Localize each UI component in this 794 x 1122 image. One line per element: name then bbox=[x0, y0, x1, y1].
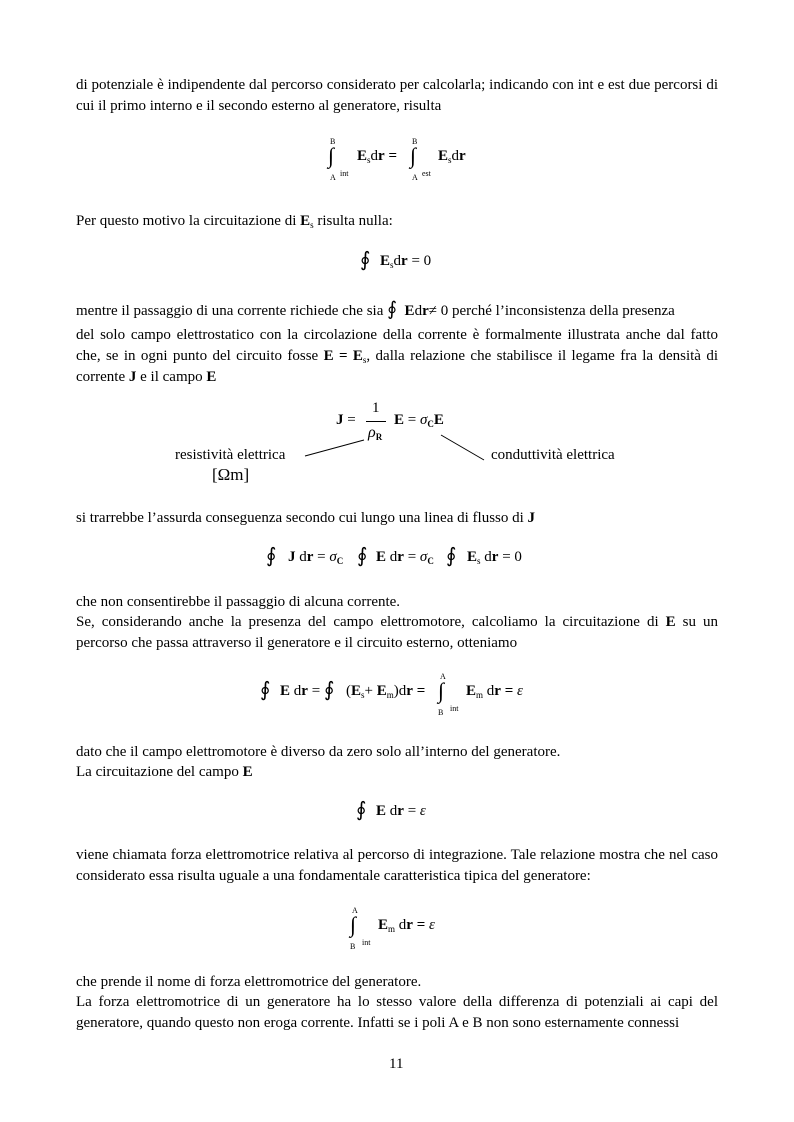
equation-absurd-consequence: ∮ J dr = $\sigma_C$ ∮ E dr = $\sigma_C$ ∮ $E_s$ dr = 0 bbox=[266, 545, 522, 567]
equation-circulation-es-zero: ∮ $E_sdr = 0$ bbox=[360, 249, 432, 271]
paragraph-9: La circuitazione del campo E bbox=[76, 764, 253, 780]
paragraph-7: Se, considerando anche la presenza del campo elettromotore, calcoliamo la circuitazione di E su un percorso che passa attraverso il generatore e il circuito esterno, otteniamo bbox=[76, 614, 719, 651]
paragraph-6: che non consentirebbe il passaggio di alcuna corrente. bbox=[76, 594, 401, 610]
resistivity-unit: [Ωm] bbox=[212, 465, 250, 484]
equation-generator-emf: A ∫ B int $E_m$ dr = ε bbox=[350, 906, 435, 951]
paragraph-11: che prende il nome di forza elettromotrice del generatore. bbox=[76, 974, 422, 990]
resistivity-label: resistività elettrica bbox=[175, 447, 286, 463]
equation-emf: ∮ E dr = ε bbox=[356, 799, 426, 821]
page-number: 11 bbox=[389, 1056, 404, 1072]
contour-integral-sign: ∮ bbox=[360, 249, 371, 271]
paragraph-10: viene chiamata forza elettromotrice relativa al percorso di integrazione. Tale relazione mostra che nel caso considerato essa risulta uguale a una fondamentale caratteristica tipica del generatore: bbox=[76, 847, 718, 884]
paragraph-12: La forza elettromotrice di un generatore ha lo stesso valore della differenza di potenziali ai capi del generatore, quando questo non eroga corrente. Infatti se i poli A e B non sono esternamente connessi bbox=[76, 994, 718, 1031]
conductivity-label: conduttività elettrica bbox=[491, 447, 615, 463]
equation-integral-int-est: B ∫ A int $E_sdr$ = B ∫ A est $E_sdr$ bbox=[328, 137, 466, 182]
paragraph-8: dato che il campo elettromotore è diverso da zero solo all’interno del generatore. bbox=[76, 744, 561, 760]
paragraph-1: di potenziale è indipendente dal percorso considerato per calcolarla; indicando con int e est due percorsi di cui il primo interno e il secondo esterno al generatore, risulta bbox=[76, 77, 718, 114]
integral-sign: ∫ bbox=[328, 143, 335, 168]
paragraph-5: si trarrebbe l’assurda conseguenza secondo cui lungo una linea di flusso di J bbox=[76, 510, 536, 526]
equation-ohm-law: J = 1 $\rho_R$ $E = \sigma_CE$ bbox=[336, 400, 444, 442]
integral-sign: ∫ bbox=[410, 143, 417, 168]
paragraph-3: mentre il passaggio di una corrente richiede che sia ∮ Edr≠ 0 perché l’inconsistenza della presenza bbox=[76, 299, 675, 320]
paragraph-2: Per questo motivo la circuitazione di $E_s$ risulta nulla: bbox=[76, 213, 393, 230]
paragraph-4: del solo campo elettrostatico con la circolazione della corrente è formalmente illustrata anche dal fatto che, se in ogni punto del circuito fosse $E = E_s$, dalla relazione che stabilisce il legame fra la densità di corrente J e il campo E bbox=[76, 327, 718, 385]
equation-circulation-e: ∮ E dr = ∮ $(E_s+ E_m)dr$ = A ∫ B int $E_m$ dr = ε bbox=[260, 672, 523, 717]
